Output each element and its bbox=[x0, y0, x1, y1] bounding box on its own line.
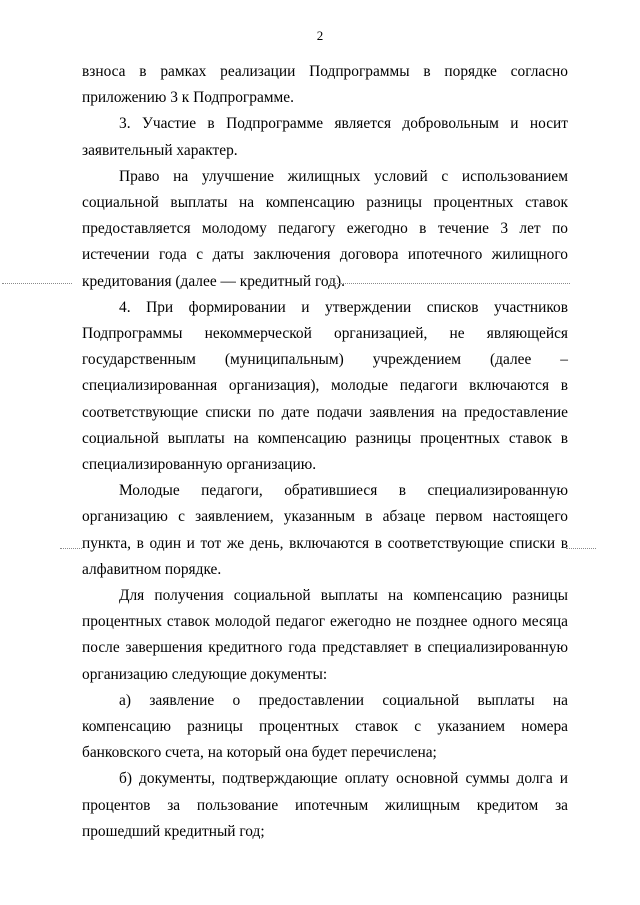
paragraph-same-day: Молодые педагоги, обратившиеся в специализированную организацию с заявлением, указанным в абзаце первом настоящего пункта, в один и тот же день, включаются в соответствующие списки в алфавитном порядке. bbox=[82, 482, 568, 578]
paragraph-right-to-improve: Право на улучшение жилищных условий с использованием социальной выплаты на компенсацию разницы процентных ставок предоставляется молодому педагогу ежегодно в течение 3 лет по истечении года с даты заключения договора ипотечного жилищного кредитования (далее — кредитный год). bbox=[82, 167, 568, 290]
list-item-a: а) заявление о предоставлении социальной выплаты на компенсацию разницы процентных ставок с указанием номера банковского счета, на который она будет перечислена; bbox=[82, 691, 568, 762]
paragraph-continuation: взноса в рамках реализации Подпрограммы в порядке согласно приложению 3 к Подпрограмме. bbox=[82, 63, 568, 107]
scan-artifact-line bbox=[60, 548, 82, 549]
paragraph-item-3: 3. Участие в Подпрограмме является добровольным и носит заявительный характер. bbox=[82, 115, 568, 159]
paragraph-item-4: 4. При формировании и утверждении списков участников Подпрограммы некоммерческой организацией, не являющейся государственным (муниципальным) учреждением (далее – специализированная организация), молодые педагоги включаются в соответствующие списки по дате подачи заявления на предоставление социальной выплаты на компенсацию разницы процентных ставок в специализированную организацию. bbox=[82, 298, 568, 474]
document-body bbox=[82, 59, 568, 845]
list-item-b: б) документы, подтверждающие оплату основной суммы долга и процентов за пользование ипотечным жилищным кредитом за прошедший кредитный год; bbox=[82, 770, 568, 840]
scan-artifact-line bbox=[566, 548, 596, 549]
scan-artifact-line bbox=[330, 283, 570, 284]
scan-artifact-line bbox=[2, 283, 72, 284]
paragraph-documents-intro: Для получения социальной выплаты на компенсацию разницы процентных ставок молодой педагог ежегодно не позднее одного месяца после завершения кредитного года представляет в специализированную организацию следующие документы: bbox=[82, 587, 568, 683]
page-number: 2 bbox=[316, 28, 324, 43]
